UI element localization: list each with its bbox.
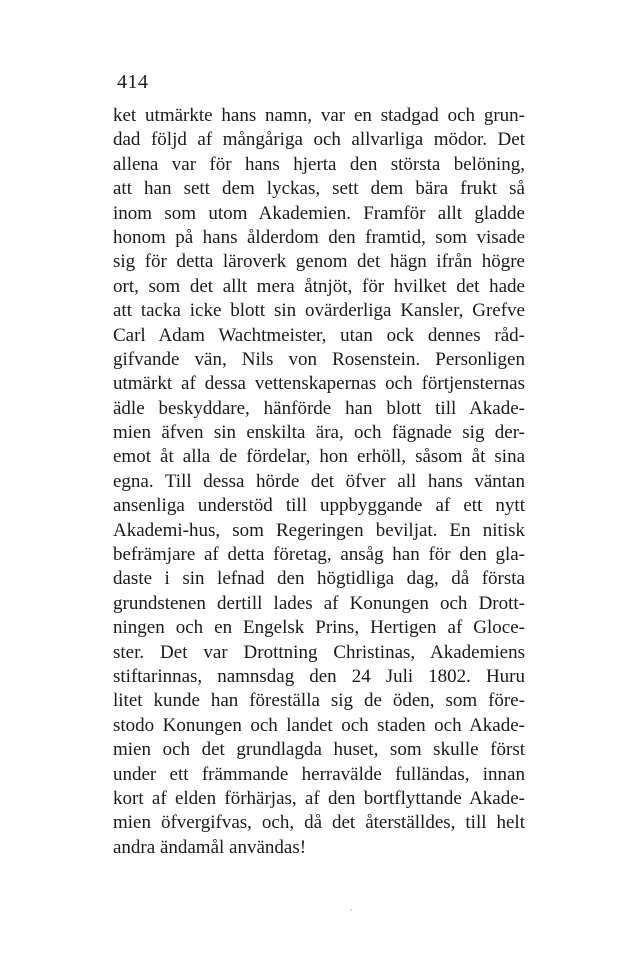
text-line: ster. Det var Drottning Christinas, Akademiens — [113, 641, 525, 663]
text-line: ädle beskyddare, hänförde han blott till Akade- — [113, 397, 525, 419]
text-line: utmärkt af dessa vettenskapernas och förtjensternas — [113, 373, 525, 395]
text-line: gifvande vän, Nils von Rosenstein. Personligen — [113, 348, 525, 370]
text-line: Akademi-hus, som Regeringen beviljat. En nitisk — [113, 519, 525, 541]
text-line: befrämjare af detta företag, ansåg han för den gla- — [113, 544, 525, 566]
body-text — [113, 104, 525, 860]
text-line: andra ändamål användas! — [113, 836, 307, 858]
text-line: litet kunde han föreställa sig de öden, som före- — [113, 690, 525, 712]
text-line: att tacka icke blott sin ovärderliga Kansler, Grefve — [113, 300, 525, 322]
text-line: under ett främmande herravälde fulländas, innan — [113, 763, 525, 785]
text-line: ort, som det allt mera åtnjöt, för hvilket det hade — [113, 275, 525, 297]
text-line: honom på hans ålderdom den framtid, som visade — [113, 226, 525, 248]
text-line: daste i sin lefnad den högtidliga dag, då första — [113, 568, 525, 590]
text-line: ket utmärkte hans namn, var en stadgad och grun- — [113, 105, 525, 126]
text-line: stodo Konungen och landet och staden och Akade- — [113, 714, 525, 736]
text-line: sig för detta läroverk genom det hägn ifrån högre — [113, 251, 525, 273]
text-line: ansenliga understöd till uppbyggande af ett nytt — [113, 495, 525, 517]
text-line: dad följd af mångåriga och allvarliga mödor. Det — [113, 129, 525, 151]
text-line: mien öfvergifvas, och, då det återställdes, till helt — [113, 812, 525, 834]
text-line: mien äfven sin enskilta ära, och fägnade sig der- — [113, 422, 525, 444]
page-number: 414 — [117, 71, 149, 93]
text-line: mien och det grundlagda huset, som skulle först — [113, 739, 525, 761]
text-line: grundstenen dertill lades af Konungen och Drott- — [113, 592, 525, 614]
text-line: allena var för hans hjerta den största belöning, — [113, 153, 525, 175]
text-line: emot åt alla de fördelar, hon erhöll, såsom åt sina — [113, 446, 525, 468]
text-line: ningen och en Engelsk Prins, Hertigen af Glоce- — [113, 617, 525, 639]
paper-speck — [350, 909, 352, 911]
text-line: kort af elden förhärjas, af den bortflyttande Akade- — [113, 787, 525, 809]
text-line: inom som utom Akademien. Framför allt gladde — [113, 202, 525, 224]
text-line: att han sett dem lyckas, sett dem bära frukt så — [113, 178, 525, 200]
text-line: stiftarinnas, namnsdag den 24 Juli 1802. Huru — [113, 665, 525, 687]
text-line: egna. Till dessa hörde det öfver all hans väntan — [113, 470, 525, 492]
text-line: Carl Adam Wachtmeister, utan ock dennes råd- — [113, 324, 525, 346]
